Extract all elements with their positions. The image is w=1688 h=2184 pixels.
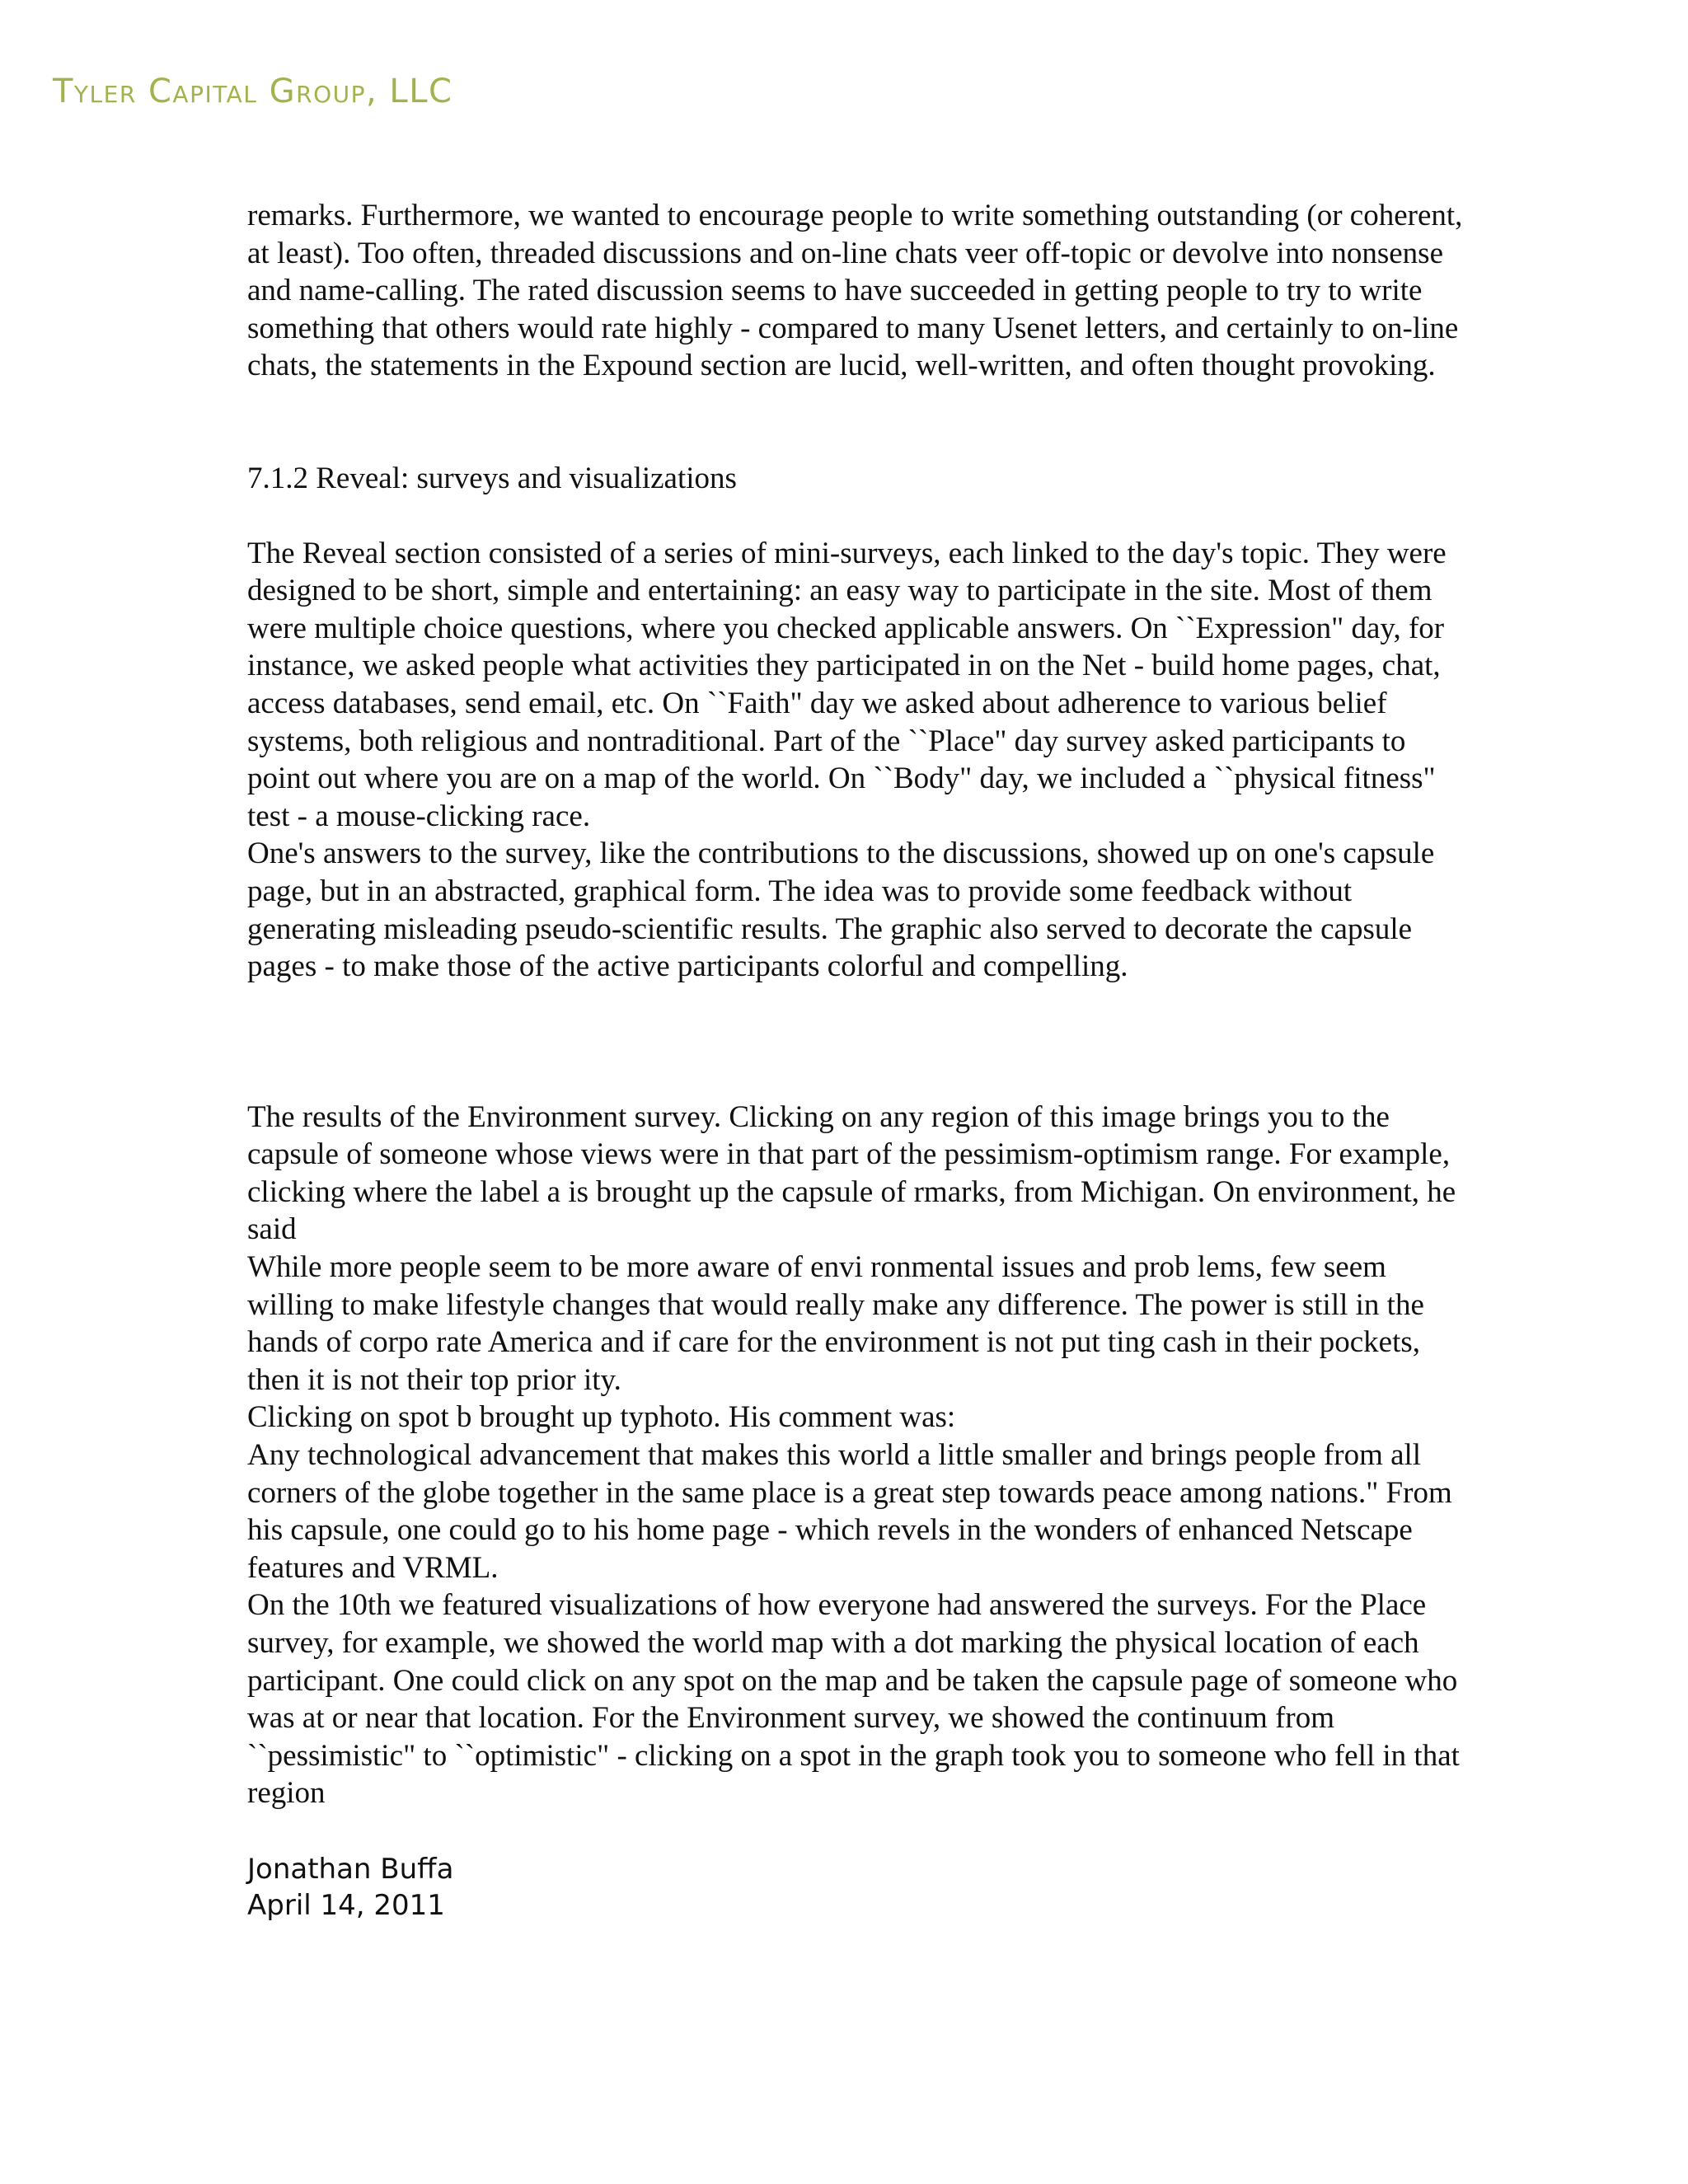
quote-typhoto: Any technological advancement that makes this world a little smaller and brings people from all corners of the globe together in the same place is a great step towards peace among nations." From his capsule, one could go to his home page - which revels in the wonders of enhanced Netscape features and VRML.	[247, 1438, 1452, 1585]
company-letterhead: Tyler Capital Group, LLC	[53, 73, 453, 110]
paragraph-results: The results of the Environment survey. Clicking on any region of this image brings you to the capsule of someone whose views were in that part of the pessimism-optimism range. For example, clicking where the label a is brought up the capsule of rmarks, from Michigan. On environment, he said	[247, 1099, 1456, 1247]
paragraph-reveal: The Reveal section consisted of a series of mini-surveys, each linked to the day's topic. They were designed to be short, simple and entertaining: an easy way to participate in the site. Most of them were multiple choice questions, where you checked applicable answers. On ``Expression" day, for instance, we asked people what activities they participated in on the Net - build home pages, chat, access databases, send email, etc. On ``Faith" day we asked about adherence to various belief systems, both religious and nontraditional. Part of the ``Place" day survey asked participants to point out where you are on a map of the world. On ``Body" day, we included a ``physical fitness" test - a mouse-clicking race.	[247, 536, 1447, 833]
paragraph-answers: One's answers to the survey, like the contributions to the discussions, showed up on one's capsule page, but in an abstracted, graphical form. The idea was to provide some feedback without generating misleading pseudo-scientific results. The graphic also served to decorate the capsule pages - to make those of the active participants colorful and compelling.	[247, 837, 1435, 984]
spacer	[247, 986, 1467, 1099]
spacer	[247, 1812, 1467, 1851]
section-heading: 7.1.2 Reveal: surveys and visualizations	[247, 461, 737, 495]
signature-name: Jonathan Buffa	[247, 1852, 454, 1886]
signature-block	[247, 1851, 1467, 1924]
spacer	[247, 498, 1467, 535]
paragraph-tenth: On the 10th we featured visualizations of how everyone had answered the surveys. For the Place survey, for example, we showed the world map with a dot marking the physical location of each participant. One could click on any spot on the map and be taken the capsule page of someone who was at or near that location. For the Environment survey, we showed the continuum from ``pessimistic" to ``optimistic" - clicking on a spot in the graph took you to someone who fell in that region	[247, 1588, 1460, 1811]
signature-date: April 14, 2011	[247, 1888, 445, 1922]
quote-rmarks: While more people seem to be more aware of envi ronmental issues and prob lems, few seem willing to make lifestyle changes that would really make any difference. The power is still in the hands of corpo rate America and if care for the environment is not put ting cash in their pockets, then it is not their top prior ity.	[247, 1250, 1424, 1397]
paragraph-intro: remarks. Furthermore, we wanted to encourage people to write something outstanding (or coherent, at least). Too often, threaded discussions and on-line chats veer off-topic or devolve into nonsense and name-calling. The rated discussion seems to have succeeded in getting people to try to write something that others would rate highly - compared to many Usenet letters, and certainly to on-line chats, the statements in the Expound section are lucid, well-written, and often thought provoking.	[247, 199, 1463, 383]
spacer	[247, 385, 1467, 460]
paragraph-spot-b: Clicking on spot b brought up typhoto. His comment was:	[247, 1400, 956, 1435]
document-body	[247, 197, 1467, 1924]
